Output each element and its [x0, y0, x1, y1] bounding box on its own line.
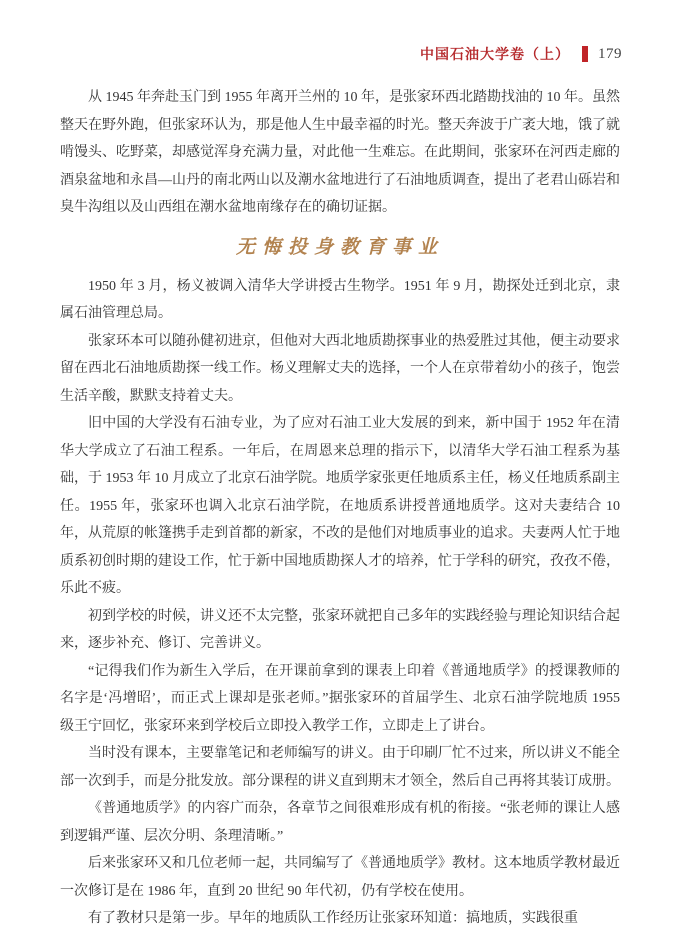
paragraph: 《普通地质学》的内容广而杂，各章节之间很难形成有机的衔接。“张老师的课让人感到逻辑严谨、层次分明、条理清晰。” [60, 801, 620, 844]
page-header [60, 44, 622, 64]
paragraph: 有了教材只是第一步。早年的地质队工作经历让张家环知道：搞地质，实践很重 [88, 911, 578, 926]
page-body [60, 84, 620, 933]
paragraph: 1950 年 3 月，杨义被调入清华大学讲授古生物学。1951 年 9 月，勘探处迁到北京，隶属石油管理总局。 [60, 278, 620, 321]
paragraph: 当时没有课本，主要靠笔记和老师编写的讲义。由于印刷厂忙不过来，所以讲义不能全部一次到手，而是分批发放。部分课程的讲义直到期末才领全，然后自己再将其装订成册。 [60, 746, 620, 789]
paragraph: 旧中国的大学没有石油专业，为了应对石油工业大发展的到来，新中国于 1952 年在清华大学成立了石油工程系。一年后，在周恩来总理的指示下，以清华大学石油工程系为基础，于 1953 年 10 月成立了北京石油学院。地质学家张更任地质系主任，杨义任地质系副主任。1955 年，张家环也调入北京石油学院，在地质系讲授普通地质学。这对夫妻结合 10 年，从荒原的帐篷携手走到首都的新家，不改的是他们对地质事业的追求。夫妻两人忙于地质系初创时期的建设工作，忙于新中国地质勘探人才的培养，忙于学科的研究，孜孜不倦，乐此不疲。 [60, 416, 620, 596]
running-head-title: 中国石油大学卷（上） [420, 48, 570, 63]
paragraph: 后来张家环又和几位老师一起，共同编写了《普通地质学》教材。这本地质学教材最近一次修订是在 1986 年，直到 20 世纪 90 年代初，仍有学校在使用。 [60, 856, 620, 899]
paragraph: “记得我们作为新生入学后，在开课前拿到的课表上印着《普通地质学》的授课教师的名字是‘冯增昭’，而正式上课却是张老师。”据张家环的首届学生、北京石油学院地质 1955 级王宁回忆，张家环来到学校后立即投入教学工作，立即走上了讲台。 [60, 663, 620, 734]
page-number: 179 [598, 45, 622, 62]
paragraph: 初到学校的时候，讲义还不太完整，张家环就把自己多年的实践经验与理论知识结合起来，逐步补充、修订、完善讲义。 [60, 608, 620, 651]
section-heading: 无悔投身教育事业 [235, 236, 444, 258]
header-divider-bar [582, 46, 588, 62]
paragraph: 从 1945 年奔赴玉门到 1955 年离开兰州的 10 年，是张家环西北踏勘找油的 10 年。虽然整天在野外跑，但张家环认为，那是他人生中最幸福的时光。整天奔波于广袤大地，饿了就啃馒头、吃野菜，却感觉浑身充满力量，对此他一生难忘。在此期间，张家环在河西走廊的酒泉盆地和永昌—山丹的南北两山以及潮水盆地进行了石油地质调查，提出了老君山砾岩和臭牛沟组以及山西组在潮水盆地南缘存在的确切证据。 [60, 90, 620, 215]
paragraph: 张家环本可以随孙健初进京，但他对大西北地质勘探事业的热爱胜过其他，便主动要求留在西北石油地质勘探一线工作。杨义理解丈夫的选择，一个人在京带着幼小的孩子，饱尝生活辛酸，默默支持着丈夫。 [60, 333, 620, 404]
